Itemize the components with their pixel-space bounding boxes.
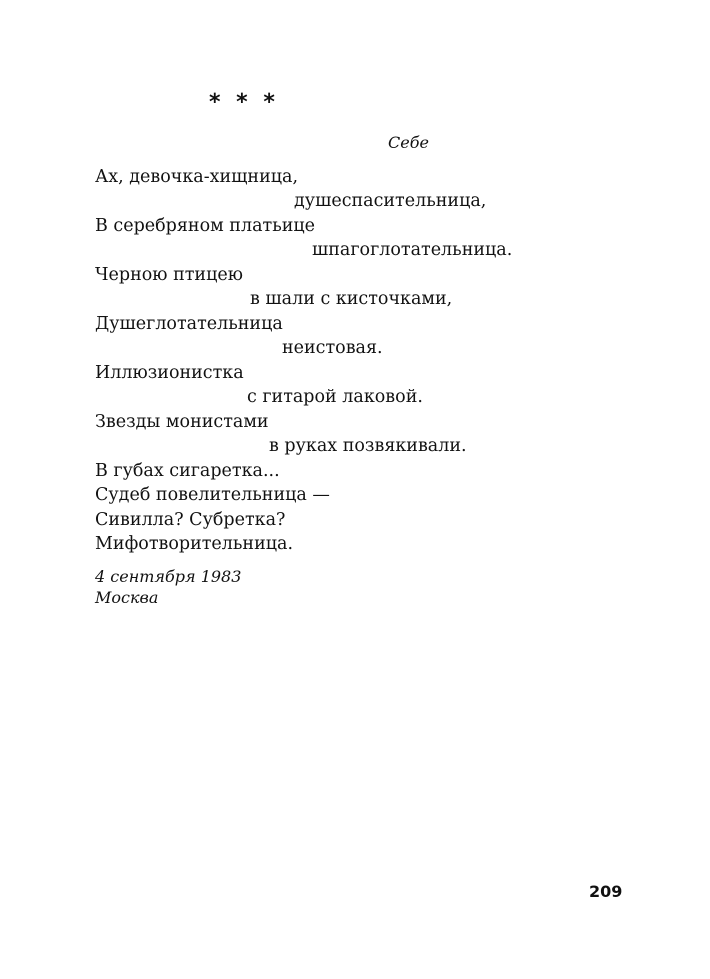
- poem-date: 4 сентября 1983: [95, 567, 242, 586]
- section-stars: * * *: [209, 90, 279, 115]
- poem-line: Черною птицею: [95, 265, 243, 285]
- poem-line: Сивилла? Субретка?: [95, 510, 286, 530]
- poem-line: в шали с кисточками,: [250, 289, 453, 309]
- poem-line: Ах, девочка-хищница,: [95, 167, 299, 187]
- poem-line: Звезды монистами: [95, 412, 269, 432]
- poem-line: Судеб повелительница —: [95, 485, 330, 505]
- page-number: 209: [589, 882, 623, 901]
- poem-line: шпагоглотательница.: [312, 240, 513, 260]
- poem-line: Иллюзионистка: [95, 363, 244, 383]
- poem-line: душеспасительница,: [294, 191, 487, 211]
- poem-place: Москва: [95, 588, 159, 607]
- poem-line: В серебряном платьице: [95, 216, 315, 236]
- poem-line: неистовая.: [282, 338, 383, 358]
- poem-line: Душеглотательница: [95, 314, 283, 334]
- poem-line: Мифотворительница.: [95, 534, 294, 554]
- poem-line: В губах сигаретка...: [95, 461, 280, 481]
- dedication: Себе: [388, 133, 429, 152]
- poem-line: в руках позвякивали.: [269, 436, 467, 456]
- poem-line: с гитарой лаковой.: [247, 387, 423, 407]
